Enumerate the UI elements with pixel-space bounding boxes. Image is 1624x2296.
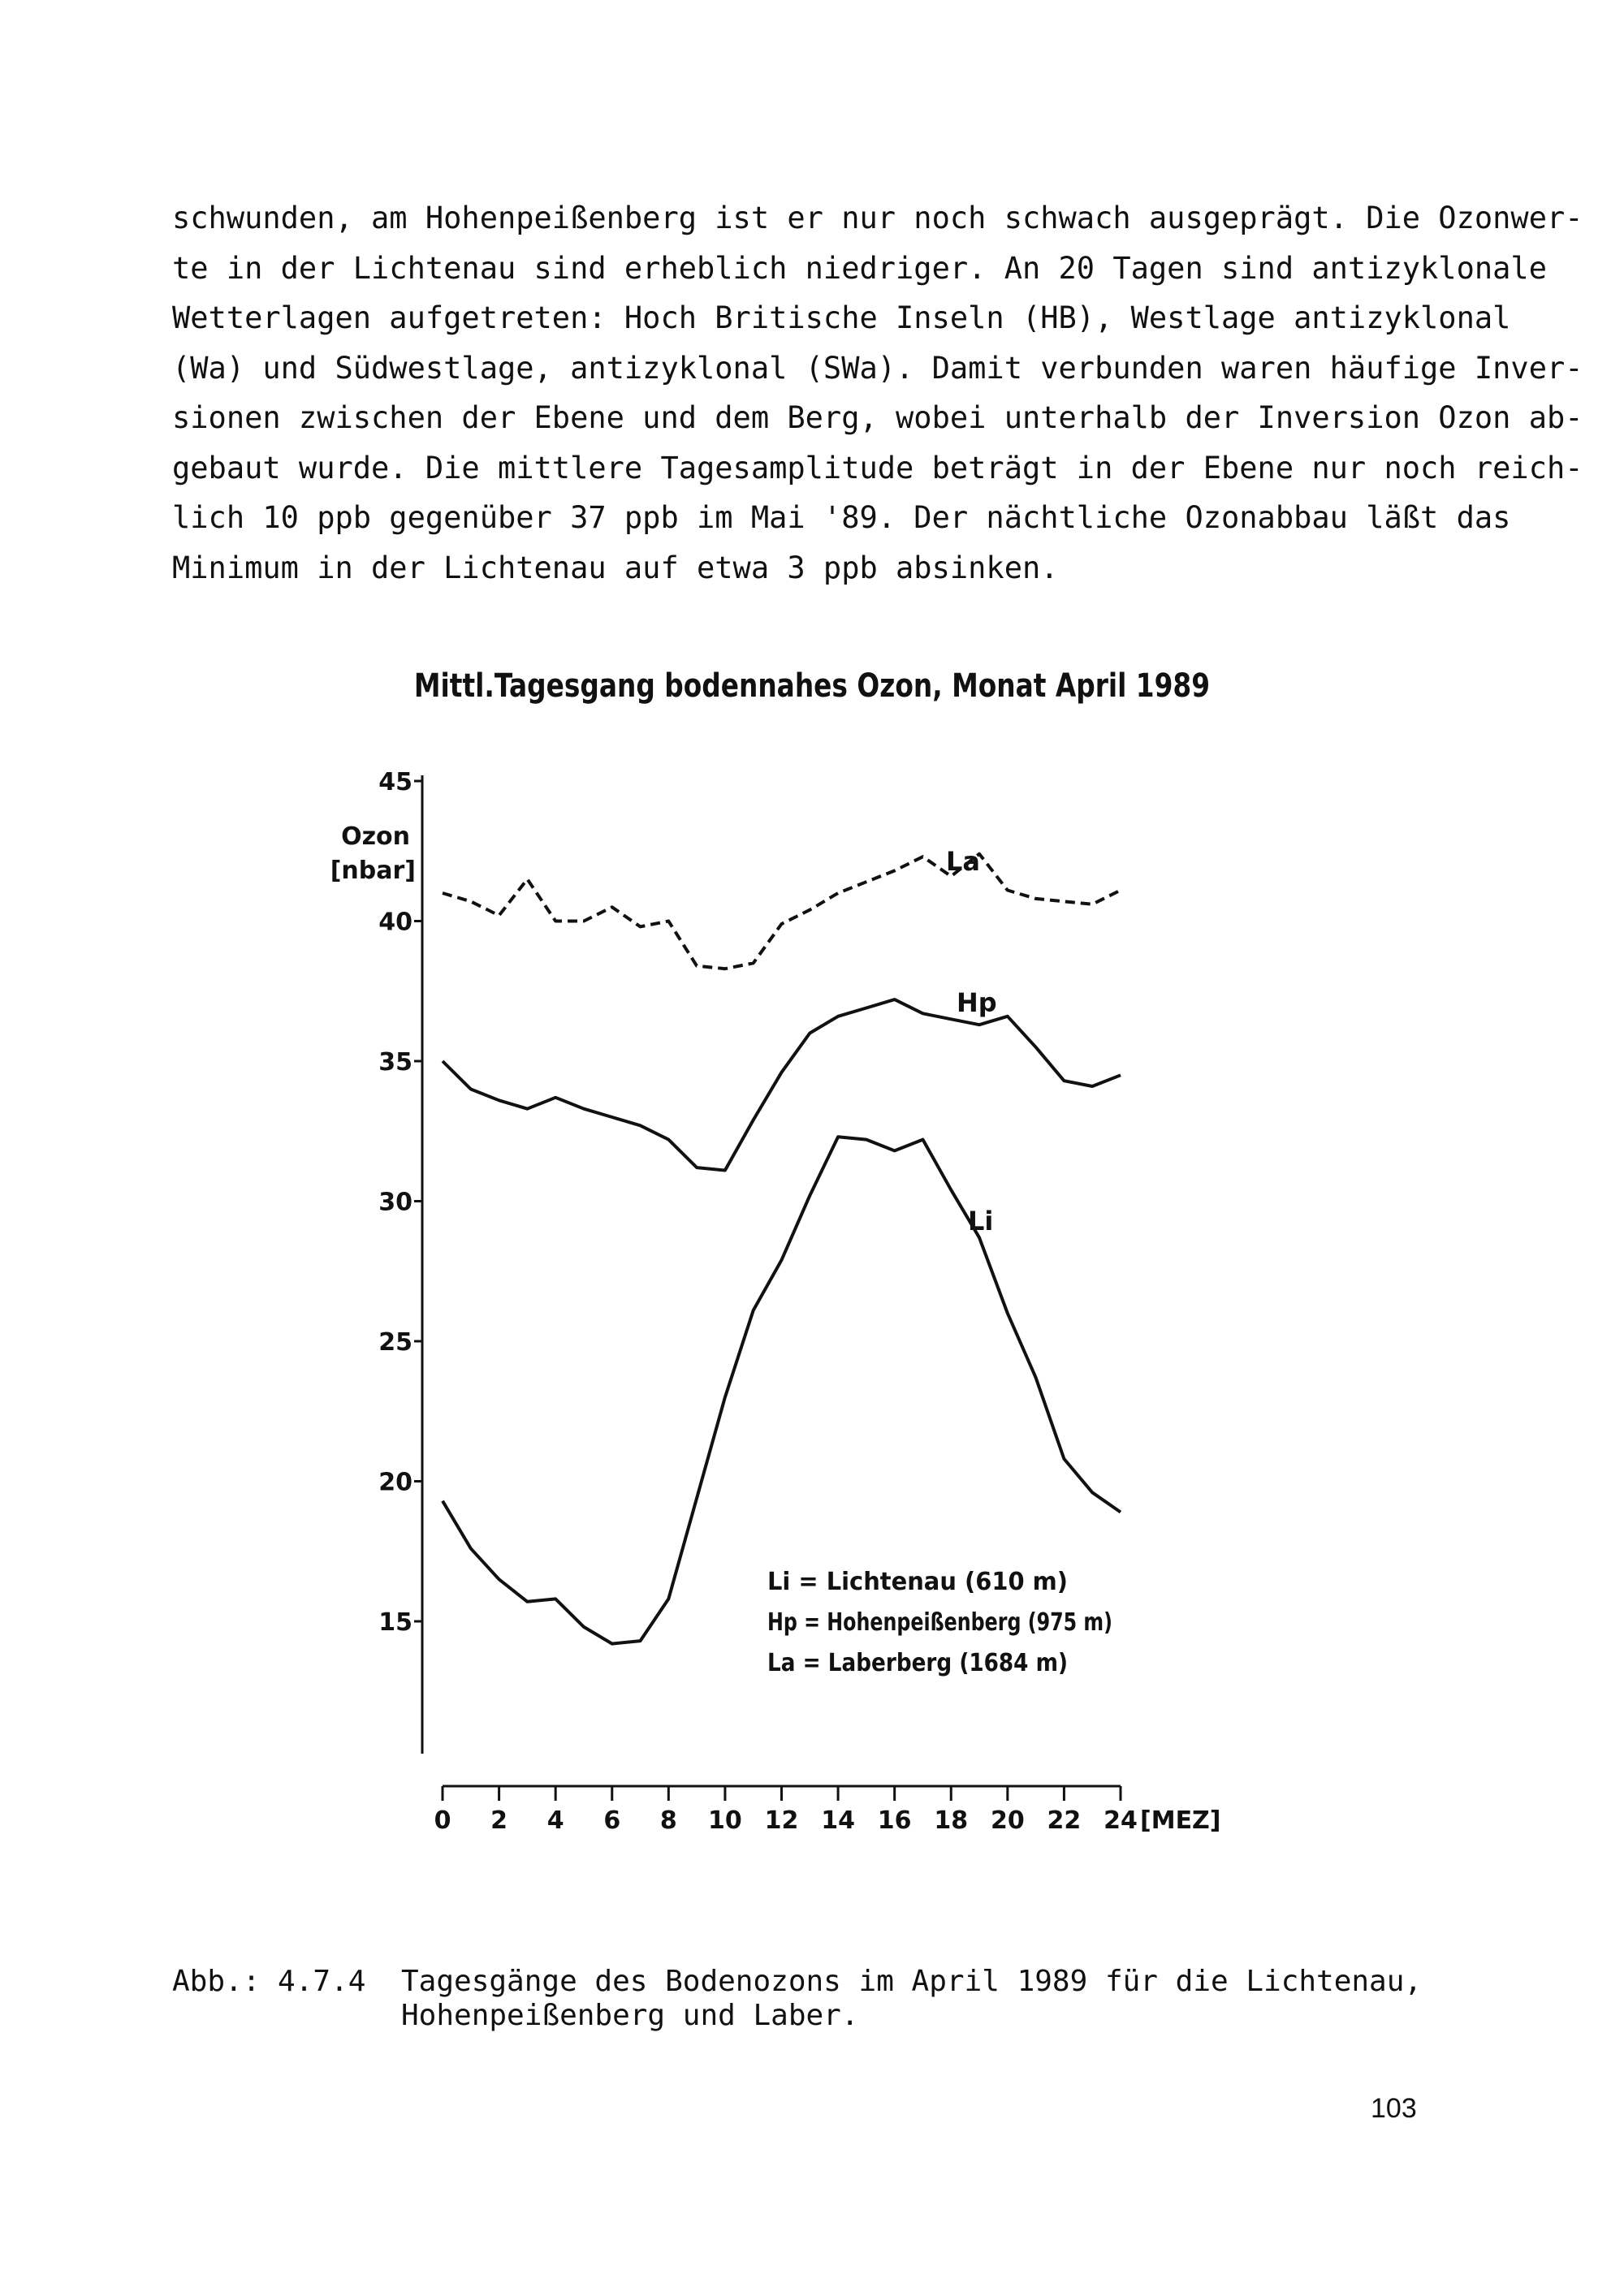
caption-label: Abb.: 4.7.4 xyxy=(172,1965,366,1998)
paragraph-line: (Wa) und Südwestlage, antizyklonal (SWa). Damit verbunden waren häufige Inver- xyxy=(172,350,1583,386)
x-tick-label: 2 xyxy=(490,1806,508,1835)
chart-title: Mittl.Tagesgang bodennahes Ozon, Monat April 1989 xyxy=(413,667,1211,705)
y-tick-label: 40 xyxy=(378,908,412,937)
legend xyxy=(767,1568,1112,1677)
paragraph-line: gebaut wurde. Die mittlere Tagesamplitude beträgt in der Ebene nur noch reich- xyxy=(172,450,1583,486)
legend-entry: Li = Lichtenau (610 m) xyxy=(767,1568,1068,1596)
page-number: 103 xyxy=(1371,2093,1417,2124)
series-line-la xyxy=(443,854,1121,969)
x-axis-label: [MEZ] xyxy=(1140,1806,1221,1835)
legend-entry: Hp = Hohenpeißenberg (975 m) xyxy=(767,1608,1112,1637)
legend-entry: La = Laberberg (1684 m) xyxy=(767,1649,1068,1677)
y-tick-label: 25 xyxy=(378,1328,412,1357)
paragraph-line: sionen zwischen der Ebene und dem Berg, wobei unterhalb der Inversion Ozon ab- xyxy=(172,400,1583,435)
series-label-la: La xyxy=(946,846,980,877)
series-line-hp xyxy=(443,999,1121,1170)
y-tick-label: 45 xyxy=(378,768,412,796)
caption-text-line-1: Tagesgänge des Bodenozons im April 1989 für die Lichtenau, xyxy=(401,1965,1423,1998)
x-tick-label: 14 xyxy=(821,1806,855,1835)
y-tick-label: 35 xyxy=(378,1048,412,1077)
x-tick-label: 20 xyxy=(990,1806,1025,1835)
paragraph-line: lich 10 ppb gegenüber 37 ppb im Mai '89. Der nächtliche Ozonabbau läßt das xyxy=(172,500,1511,535)
y-tick-label: 20 xyxy=(378,1468,412,1497)
x-tick-label: 6 xyxy=(603,1806,621,1835)
x-axis-ticks xyxy=(434,1786,1221,1835)
series-label-hp: Hp xyxy=(957,987,997,1018)
paragraph-line: Minimum in der Lichtenau auf etwa 3 ppb absinken. xyxy=(172,550,1059,585)
y-axis-ticks xyxy=(330,768,422,1637)
y-axis-label: Ozon xyxy=(341,822,410,851)
paragraph-line: schwunden, am Hohenpeißenberg ist er nur noch schwach ausgeprägt. Die Ozonwer- xyxy=(172,201,1583,235)
y-tick-label: 30 xyxy=(378,1188,412,1217)
paragraph-line: te in der Lichtenau sind erheblich niedriger. An 20 Tagen sind antizyklonale xyxy=(172,250,1547,286)
series-lines xyxy=(443,854,1121,1644)
series-label-li: Li xyxy=(968,1206,994,1236)
x-tick-label: 24 xyxy=(1104,1806,1138,1835)
x-tick-label: 12 xyxy=(764,1806,799,1835)
y-tick-label: 15 xyxy=(378,1608,412,1637)
x-tick-label: 4 xyxy=(546,1806,564,1835)
paragraph-line: Wetterlagen aufgetreten: Hoch Britische Inseln (HB), Westlage antizyklonal xyxy=(172,300,1511,335)
caption-text-line-2: Hohenpeißenberg und Laber. xyxy=(401,1999,859,2032)
x-tick-label: 0 xyxy=(434,1806,451,1835)
x-tick-label: 18 xyxy=(934,1806,969,1835)
x-tick-label: 10 xyxy=(708,1806,742,1835)
x-tick-label: 8 xyxy=(659,1806,677,1835)
series-labels xyxy=(946,846,997,1236)
x-tick-label: 22 xyxy=(1047,1806,1082,1835)
y-axis-label: [nbar] xyxy=(330,857,416,885)
x-tick-label: 16 xyxy=(877,1806,912,1835)
